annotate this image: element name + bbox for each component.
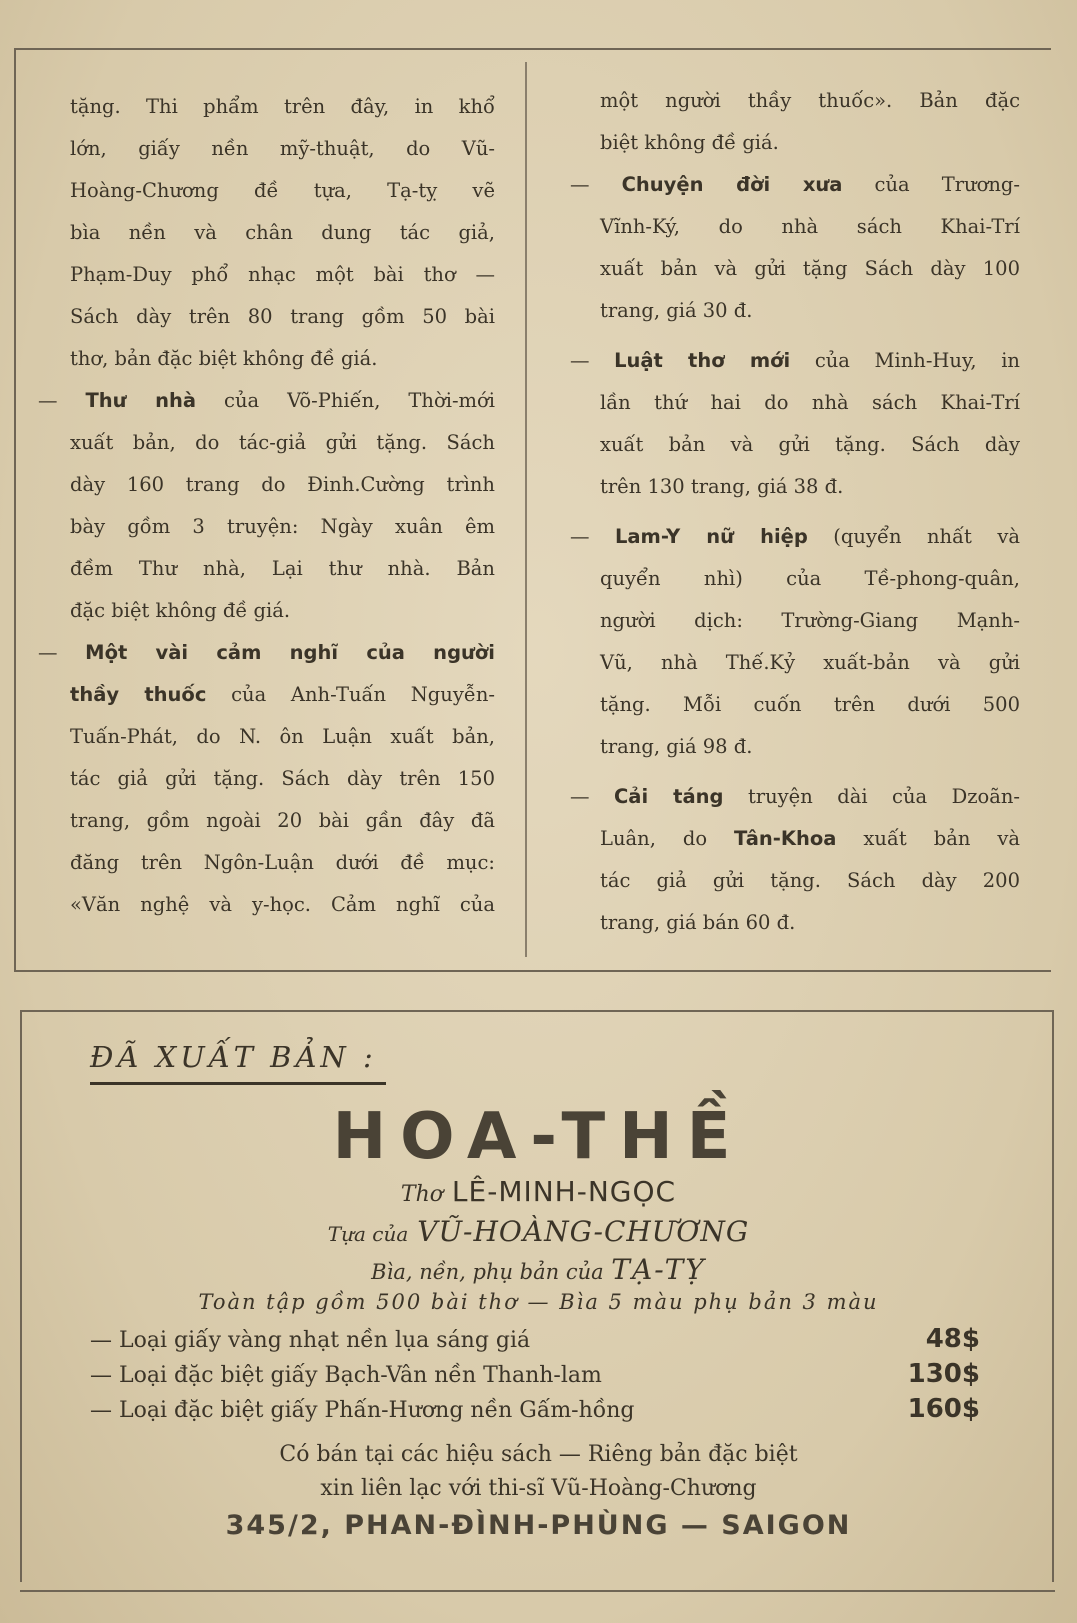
contact-note: xin liên lạc với thi-sĩ Vũ-Hoàng-Chương [320, 1476, 757, 1501]
text-line: thơ, bản đặc biệt không đề giá. [70, 347, 378, 370]
text-line: Tuấn-Phát, do N. ôn Luận xuất bản, [70, 725, 495, 748]
publisher-name: Tân-Khoa [734, 827, 837, 850]
entry-dash: — [570, 525, 590, 548]
entry-text: của Võ-Phiến, Thời-mới [196, 389, 496, 412]
entry-second-line [70, 674, 495, 716]
right-column [570, 80, 1021, 944]
entry-first-line [570, 516, 1020, 558]
price-row [90, 1324, 980, 1362]
entry-text: (quyển nhất và [807, 525, 1020, 548]
text-line: tác giả gửi tặng. Sách dày 200 [600, 869, 1020, 892]
entry-first-line [38, 632, 495, 674]
text-line: người dịch: Trường-Giang Mạnh- [600, 609, 1020, 632]
publisher-address: 345/2, PHAN-ĐÌNH-PHÙNG — SAIGON [225, 1510, 852, 1541]
ad-heading: ĐÃ XUẤT BẢN : [90, 1040, 377, 1074]
entry-title: Cải táng [613, 785, 724, 808]
entry-first-line [570, 164, 1020, 206]
text-line: Vĩnh-Ký, do nhà sách Khai-Trí [600, 215, 1020, 238]
entry-first-line [38, 380, 495, 422]
text-line: tặng. Mỗi cuốn trên dưới 500 [600, 693, 1020, 716]
entry-text: truyện dài của Dzoãn- [723, 785, 1021, 808]
text-line: quyển nhì) của Tề-phong-quân, [600, 567, 1020, 590]
entry-first-line [570, 776, 1020, 818]
entry-title: Một vài cảm nghĩ của người [85, 641, 495, 664]
text-line: Phạm-Duy phổ nhạc một bài thơ — [70, 263, 495, 286]
text-line: bìa nền và chân dung tác giả, [70, 221, 495, 244]
text-line: tặng. Thi phẩm trên đây, in khổ [70, 95, 495, 118]
bottom-rule [20, 1590, 1055, 1592]
text-line: lớn, giấy nền mỹ-thuật, do Vũ- [70, 137, 495, 160]
cover-label: Bìa, nền, phụ bản của [371, 1260, 604, 1284]
price-row [90, 1394, 980, 1432]
text-line: trang, gồm ngoài 20 bài gần đây đã [70, 809, 495, 832]
text-line: lần thứ hai do nhà sách Khai-Trí [600, 391, 1020, 414]
entry-dash: — [570, 349, 590, 372]
column-divider [525, 62, 527, 957]
collection-summary: Toàn tập gồm 500 bài thơ — Bìa 5 màu phụ bản 3 màu [198, 1290, 879, 1314]
text-line: trang, giá 98 đ. [600, 735, 753, 758]
ad-heading-underline [90, 1082, 386, 1085]
text-line: trang, giá 30 đ. [600, 299, 753, 322]
edition-desc: — Loại đặc biệt giấy Phấn-Hương nền Gấm-hồng [90, 1398, 635, 1423]
entry-text: xuất bản và [836, 827, 1020, 850]
entry-title: Luật thơ mới [614, 349, 791, 372]
edition-desc: — Loại giấy vàng nhạt nền lụa sáng giá [90, 1328, 531, 1353]
price-row [90, 1359, 980, 1397]
text-line: trang, giá bán 60 đ. [600, 911, 796, 934]
entry-title: Chuyện đời xưa [621, 173, 843, 196]
text-line: trên 130 trang, giá 38 đ. [600, 475, 844, 498]
text-line: xuất bản và gửi tặng Sách dày 100 [600, 257, 1020, 280]
availability-note: Có bán tại các hiệu sách — Riêng bản đặc biệt [279, 1442, 798, 1467]
preface-label: Tựa của [327, 1222, 409, 1246]
text-line: xuất bản, do tác-giả gửi tặng. Sách [70, 431, 495, 454]
text-line: biệt không đề giá. [600, 131, 779, 154]
entry-text: của Trương- [842, 173, 1020, 196]
edition-price: 48$ [925, 1324, 980, 1354]
entry-dash: — [38, 641, 58, 664]
entry-text: Luân, do [600, 827, 735, 850]
entry-dash: — [570, 785, 590, 808]
entry-dash: — [38, 389, 58, 412]
author-label: Thơ [400, 1182, 444, 1207]
entry-title: Thư nhà [85, 389, 197, 412]
text-line: đăng trên Ngôn-Luận dưới đề mục: [70, 851, 495, 874]
cover-artist: TẠ-TỴ [611, 1253, 706, 1286]
text-line: xuất bản và gửi tặng. Sách dày [600, 433, 1020, 456]
book-author-line [0, 1175, 1077, 1208]
entry-text: của Anh-Tuấn Nguyễn- [206, 683, 496, 706]
preface-name: VŨ-HOÀNG-CHƯƠNG [417, 1215, 750, 1248]
text-line: «Văn nghệ và y-học. Cảm nghĩ của [70, 893, 495, 916]
entry-dash: — [570, 173, 590, 196]
entry-first-line [570, 340, 1020, 382]
edition-desc: — Loại đặc biệt giấy Bạch-Vân nền Thanh-lam [90, 1363, 602, 1388]
text-line: một người thầy thuốc». Bản đặc [600, 89, 1020, 112]
left-column [38, 86, 496, 926]
edition-price: 130$ [907, 1359, 980, 1389]
entry-text: của Minh-Huy, in [790, 349, 1020, 372]
entry-title: Lam-Y nữ hiệp [614, 525, 808, 548]
text-line: đềm Thư nhà, Lại thư nhà. Bản [70, 557, 495, 580]
text-line: Hoàng-Chương đề tựa, Tạ-tỵ vẽ [70, 179, 495, 202]
text-line: tác giả gửi tặng. Sách dày trên 150 [70, 767, 495, 790]
edition-price: 160$ [907, 1394, 980, 1424]
text-line: Vũ, nhà Thế.Kỷ xuất-bản và gửi [600, 651, 1020, 674]
text-line: Sách dày trên 80 trang gồm 50 bài [70, 305, 495, 328]
preface-line [0, 1215, 1077, 1248]
text-line: đặc biệt không đề giá. [70, 599, 291, 622]
cover-line [0, 1253, 1077, 1286]
entry-title-cont: thầy thuốc [70, 683, 207, 706]
entry-second-line [600, 818, 1020, 860]
text-line: dày 160 trang do Đinh.Cường trình [70, 473, 495, 496]
book-title: HOA-THỀ [332, 1100, 745, 1174]
author-name: LÊ-MINH-NGỌC [451, 1175, 677, 1208]
text-line: bày gồm 3 truyện: Ngày xuân êm [70, 515, 495, 538]
